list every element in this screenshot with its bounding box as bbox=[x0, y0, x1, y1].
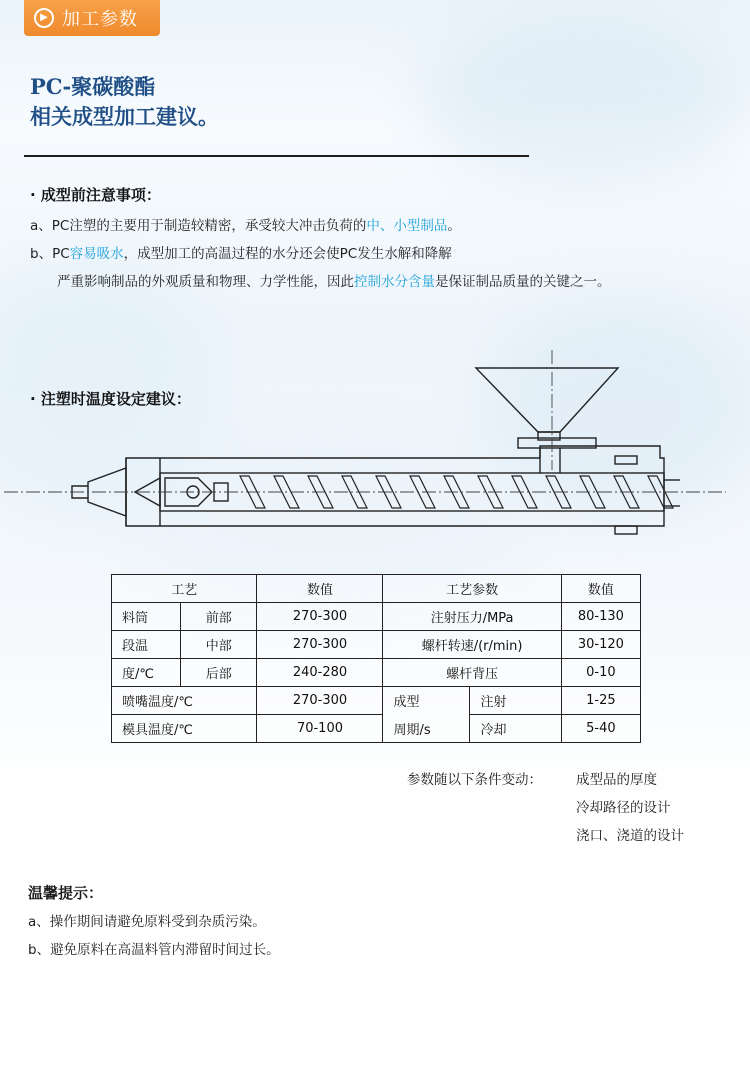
table-header-row bbox=[112, 575, 641, 603]
pre-molding-item-b-continued: 严重影响制品的外观质量和物理、力学性能，因此控制水分含量是保证制品质量的关键之一。 bbox=[57, 274, 611, 290]
hopper-icon bbox=[476, 368, 618, 432]
table-row bbox=[112, 687, 641, 715]
tips-heading: 温馨提示： bbox=[28, 884, 104, 902]
variation-item: 浇口、浇道的设计 bbox=[576, 828, 684, 844]
table-cell: 注射 bbox=[470, 687, 561, 715]
table-row bbox=[112, 715, 641, 743]
pre-molding-item-b: b、PC容易吸水，成型加工的高温过程的水分还会使PC发生水解和降解 bbox=[30, 246, 452, 262]
table-cell: 5-40 bbox=[561, 715, 640, 743]
processing-parameter-table bbox=[111, 574, 641, 743]
table-cell: 270-300 bbox=[257, 603, 383, 631]
table-cell: 螺杆转速/(r/min) bbox=[383, 631, 561, 659]
table-cell: 周期/s bbox=[383, 715, 470, 743]
table-cell: 螺杆背压 bbox=[383, 659, 561, 687]
title-divider bbox=[24, 155, 529, 157]
table-cell: 料筒 bbox=[112, 603, 181, 631]
table-cell: 成型 bbox=[383, 687, 470, 715]
table-row bbox=[112, 631, 641, 659]
table-cell: 喷嘴温度/℃ bbox=[112, 687, 257, 715]
pre-molding-item-a: a、PC注塑的主要用于制造较精密，承受较大冲击负荷的中、小型制品。 bbox=[30, 218, 461, 234]
table-cell: 注射压力/MPa bbox=[383, 603, 561, 631]
injection-screw-diagram bbox=[0, 340, 750, 570]
table-cell: 冷却 bbox=[470, 715, 561, 743]
page-title bbox=[30, 72, 219, 132]
table-cell: 中部 bbox=[181, 631, 257, 659]
section-tab-label: 加工参数 bbox=[62, 9, 138, 30]
pre-molding-heading: · 成型前注意事项： bbox=[30, 186, 161, 204]
table-row bbox=[112, 603, 641, 631]
title-line-2: 相关成型加工建议。 bbox=[30, 104, 219, 129]
table-cell: 70-100 bbox=[257, 715, 383, 743]
table-cell: 段温 bbox=[112, 631, 181, 659]
table-header-cell: 工艺 bbox=[112, 575, 257, 603]
table-header-cell: 数值 bbox=[257, 575, 383, 603]
table-row bbox=[112, 659, 641, 687]
variation-item: 成型品的厚度 bbox=[576, 772, 657, 788]
table-cell: 80-130 bbox=[561, 603, 640, 631]
variation-label: 参数随以下条件变动： bbox=[407, 772, 542, 788]
table-cell: 度/℃ bbox=[112, 659, 181, 687]
variation-item: 冷却路径的设计 bbox=[576, 800, 671, 816]
table-header-cell: 数值 bbox=[561, 575, 640, 603]
hopper-neck bbox=[538, 432, 560, 440]
table-cell: 0-10 bbox=[561, 659, 640, 687]
title-line-1: PC-聚碳酸酯 bbox=[30, 74, 156, 99]
table-cell: 270-300 bbox=[257, 631, 383, 659]
table-cell: 模具温度/℃ bbox=[112, 715, 257, 743]
table-cell: 后部 bbox=[181, 659, 257, 687]
table-cell: 270-300 bbox=[257, 687, 383, 715]
tip-item: a、操作期间请避免原料受到杂质污染。 bbox=[28, 914, 266, 930]
tip-item: b、避免原料在高温料管内滞留时间过长。 bbox=[28, 942, 280, 958]
table-cell: 240-280 bbox=[257, 659, 383, 687]
temperature-heading: · 注塑时温度设定建议： bbox=[30, 390, 191, 408]
table-cell: 前部 bbox=[181, 603, 257, 631]
table-header-cell: 工艺参数 bbox=[383, 575, 561, 603]
section-tab bbox=[24, 0, 160, 36]
table-cell: 30-120 bbox=[561, 631, 640, 659]
arrow-right-circle-icon: ▶ bbox=[34, 8, 54, 28]
table-cell: 1-25 bbox=[561, 687, 640, 715]
